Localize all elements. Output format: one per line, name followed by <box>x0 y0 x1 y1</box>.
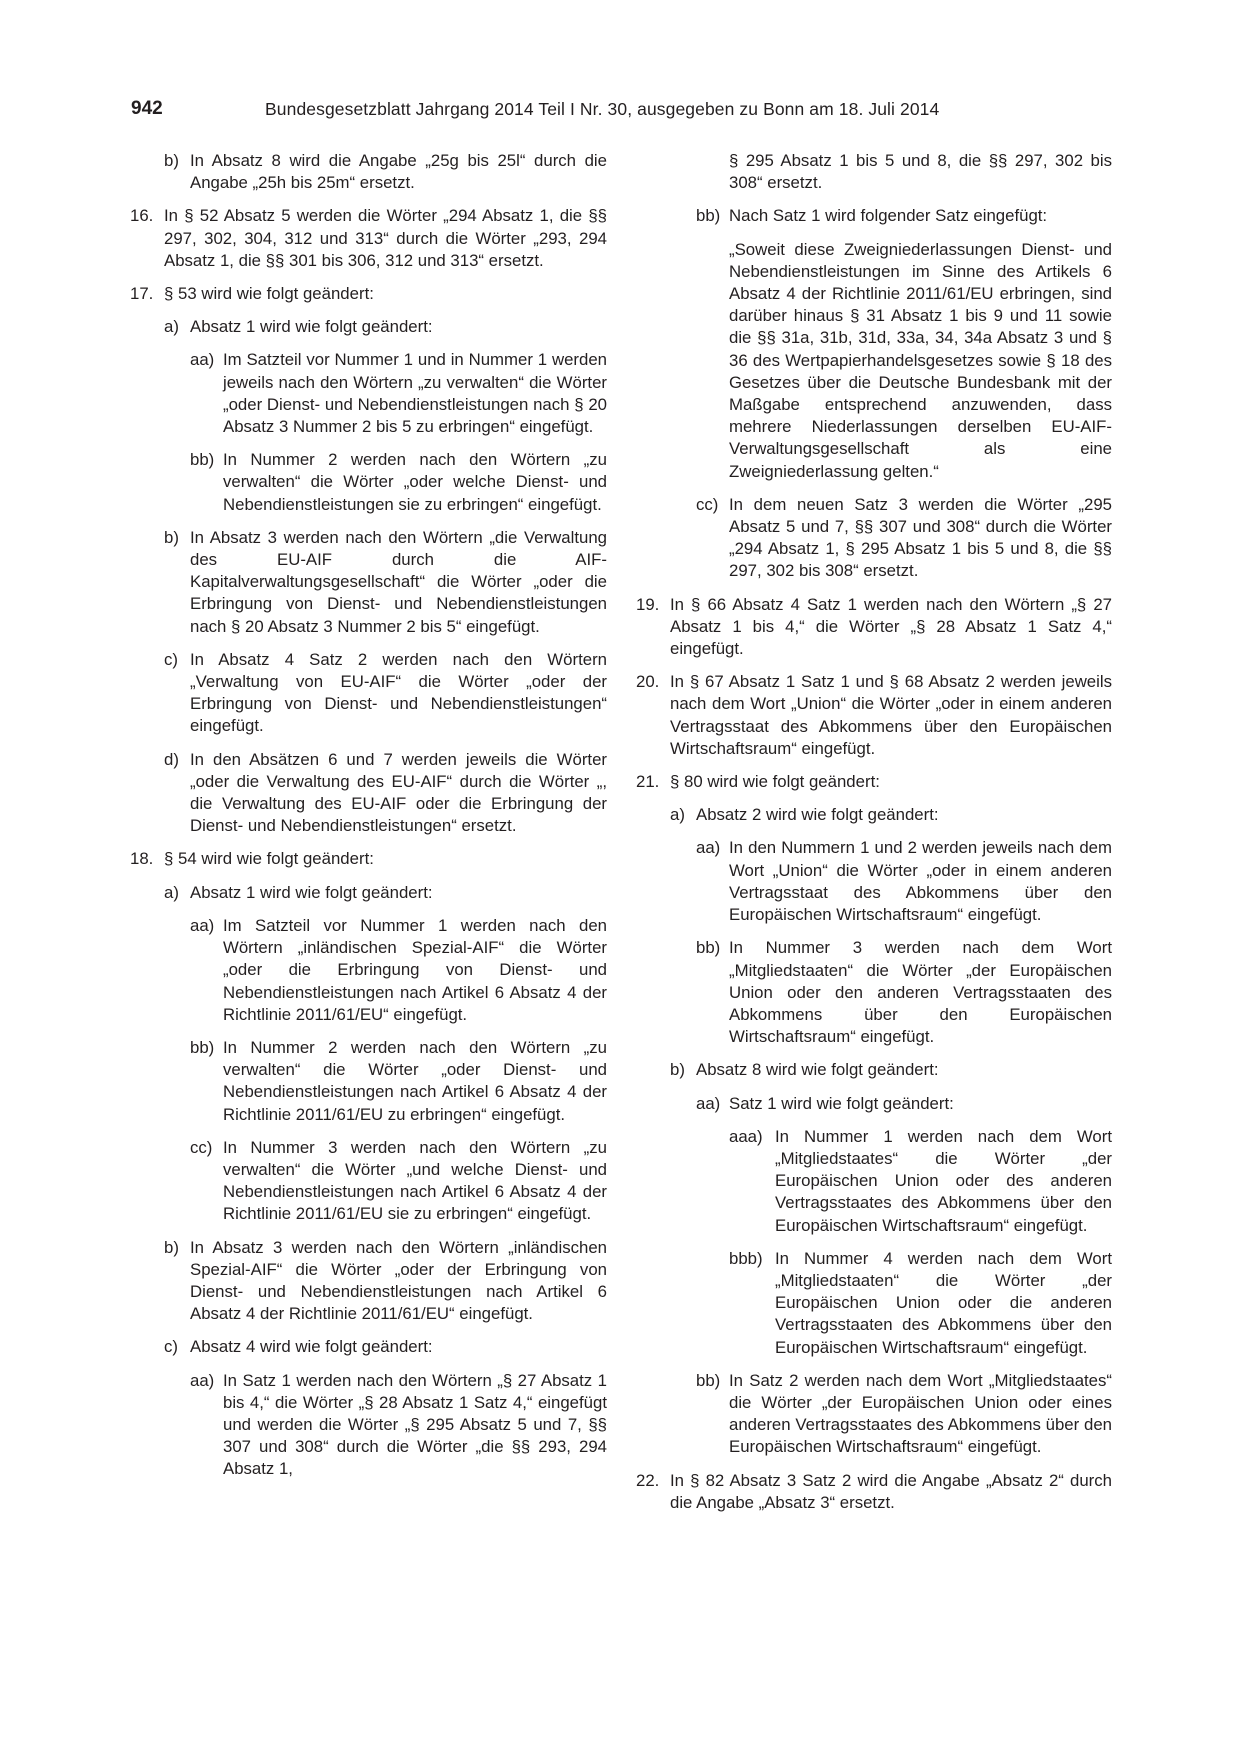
amendment-item <box>130 1237 607 1326</box>
amendment-item <box>130 527 607 638</box>
item-marker: a) <box>670 805 685 825</box>
right-column <box>636 150 1112 1525</box>
amendment-item <box>130 882 607 904</box>
running-head: Bundesgesetzblatt Jahrgang 2014 Teil I Nr. 30, ausgegeben zu Bonn am 18. Juli 2014 <box>265 99 940 119</box>
item-marker: a) <box>164 882 179 902</box>
item-marker: bb) <box>190 1037 215 1057</box>
amendment-item <box>130 649 607 738</box>
item-text: Im Satzteil vor Nummer 1 werden nach den Wörtern „inländischen Spezial-AIF“ die Wörter „oder die Erbringung von Dienst- und Nebendienstleistungen nach Artikel 6 Absatz 4 der Richtlinie 2011/61/EU“ eingefügt. <box>223 915 607 1024</box>
amendment-item <box>636 205 1112 227</box>
amendment-item <box>130 205 607 272</box>
amendment-item <box>636 1093 1112 1115</box>
item-marker: cc) <box>190 1137 213 1157</box>
item-marker: 16. <box>130 206 154 226</box>
item-text: In § 52 Absatz 5 werden die Wörter „294 Absatz 1, die §§ 297, 302, 304, 312 und 313“ durch die Wörter „293, 294 Absatz 1, die §§ 301 bis 306, 312 und 313“ ersetzt. <box>164 206 607 270</box>
item-marker: b) <box>164 151 179 170</box>
item-text: In Nummer 2 werden nach den Wörtern „zu verwalten“ die Wörter „oder Dienst- und Nebendienstleistungen nach Artikel 6 Absatz 4 der Richtlinie 2011/61/EU zu erbringen“ eingefügt. <box>223 1037 607 1124</box>
amendment-item <box>636 1059 1112 1081</box>
amendment-item <box>636 937 1112 1048</box>
item-marker: 19. <box>636 594 660 614</box>
amendment-item <box>636 837 1112 926</box>
item-text: In Satz 2 werden nach dem Wort „Mitgliedstaates“ die Wörter „der Europäischen Union oder eines anderen Vertragsstaates des Abkommens über den Europäischen Wirtschaftsraum“ eingefügt. <box>729 1370 1112 1457</box>
amendment-item <box>636 594 1112 661</box>
amendment-item <box>636 494 1112 583</box>
amendment-item <box>130 349 607 438</box>
item-text: Absatz 2 wird wie folgt geändert: <box>696 805 939 825</box>
item-text: In Nummer 3 werden nach dem Wort „Mitgliedstaaten“ die Wörter „der Europäischen Union oder den anderen Vertragsstaaten des Abkommens über den Europäischen Wirtschaftsraum“ eingefügt. <box>729 938 1112 1047</box>
item-text: In Nummer 4 werden nach dem Wort „Mitgliedstaaten“ die Wörter „der Europäischen Union oder die anderen Vertragsstaaten des Abkommens über den Europäischen Wirtschaftsraum“ eingefügt. <box>775 1248 1112 1357</box>
amendment-item <box>130 449 607 516</box>
item-text: In § 66 Absatz 4 Satz 1 werden nach den Wörtern „§ 27 Absatz 1 bis 4,“ die Wörter „§ 28 Absatz 1 Satz 4,“ eingefügt. <box>670 594 1112 659</box>
amendment-item <box>636 150 1112 194</box>
item-text: In Absatz 8 wird die Angabe „25g bis 25l“ durch die Angabe „25h bis 25m“ ersetzt. <box>190 151 607 193</box>
amendment-item <box>130 749 607 838</box>
item-marker: aa) <box>190 915 215 935</box>
left-column <box>130 150 607 1492</box>
item-marker: aa) <box>696 1093 721 1113</box>
amendment-item <box>130 1037 607 1126</box>
item-text: In dem neuen Satz 3 werden die Wörter „295 Absatz 5 und 7, §§ 307 und 308“ durch die Wörter „294 Absatz 1, § 295 Absatz 1 bis 5 und 8, die §§ 297, 302 bis 308“ ersetzt. <box>729 494 1112 581</box>
amendment-item <box>636 239 1112 483</box>
item-text: In Satz 1 werden nach den Wörtern „§ 27 Absatz 1 bis 4,“ die Wörter „§ 28 Absatz 1 Satz 4,“ eingefügt und werden die Wörter „§ 295 Absatz 5 und 7, §§ 307 und 308“ durch die Wörter „die §§ 293, 294 Absatz 1, <box>223 1370 607 1479</box>
item-marker: b) <box>164 527 179 547</box>
item-text: Absatz 4 wird wie folgt geändert: <box>190 1337 433 1357</box>
amendment-item <box>636 1126 1112 1237</box>
item-text: Im Satzteil vor Nummer 1 und in Nummer 1 werden jeweils nach den Wörtern „zu verwalten“ die Wörter „oder Dienst- und Nebendienstleistungen nach § 20 Absatz 3 Nummer 2 bis 5 zu erbringen“ eingefügt. <box>223 350 607 437</box>
item-text: Nach Satz 1 wird folgender Satz eingefügt: <box>729 206 1048 226</box>
amendment-item <box>130 283 607 305</box>
item-text: Absatz 1 wird wie folgt geändert: <box>190 317 433 337</box>
item-marker: c) <box>164 649 178 669</box>
item-marker: aaa) <box>729 1126 763 1146</box>
item-text: In den Nummern 1 und 2 werden jeweils nach dem Wort „Union“ die Wörter „oder in einem anderen Vertragsstaat des Abkommens über den Europäischen Wirtschaftsraum“ eingefügt. <box>729 838 1112 925</box>
item-marker: 22. <box>636 1470 660 1490</box>
amendment-item <box>636 1370 1112 1459</box>
amendment-item <box>636 804 1112 826</box>
item-marker: aa) <box>190 1370 215 1390</box>
item-text: In Absatz 4 Satz 2 werden nach den Wörtern „Verwaltung von EU-AIF“ die Wörter „oder der Erbringung von Dienst- und Nebendienstleistungen“ eingefügt. <box>190 649 607 736</box>
item-marker: cc) <box>696 494 719 514</box>
item-marker: bb) <box>696 206 721 226</box>
amendment-item <box>130 1336 607 1358</box>
item-text: „Soweit diese Zweigniederlassungen Dienst- und Nebendienstleistungen im Sinne des Artikels 6 Absatz 4 der Richtlinie 2011/61/EU erbringen, sind darüber hinaus § 31 Absatz 1 bis 9 und 11 sowie die §§ 31a, 31b, 31d, 33a, 34, 34a Absatz 3 und § 36 des Wertpapierhandelsgesetzes sowie § 18 des Gesetzes über die Deutsche Bundesbank mit der Maßgabe entsprechend anzuwenden, dass mehrere Niederlassungen derselben EU-AIF-Verwaltungsgesellschaft als eine Zweigniederlassung gelten.“ <box>729 239 1112 481</box>
item-marker: 21. <box>636 772 660 792</box>
item-marker: bb) <box>190 450 215 470</box>
item-marker: b) <box>670 1060 685 1080</box>
amendment-item <box>130 150 607 194</box>
item-marker: 20. <box>636 672 660 692</box>
item-text: § 54 wird wie folgt geändert: <box>164 849 374 869</box>
item-marker: 18. <box>130 849 154 869</box>
amendment-item <box>130 316 607 338</box>
item-marker: b) <box>164 1237 179 1257</box>
item-marker: bb) <box>696 938 721 958</box>
item-marker: aa) <box>190 350 215 370</box>
item-marker: aa) <box>696 838 721 858</box>
item-marker: bbb) <box>729 1248 763 1268</box>
item-text: § 53 wird wie folgt geändert: <box>164 284 374 304</box>
item-text: In Nummer 2 werden nach den Wörtern „zu verwalten“ die Wörter „oder welche Dienst- und Nebendienstleistungen sie zu erbringen“ eingefügt. <box>223 450 607 514</box>
item-marker: a) <box>164 317 179 337</box>
amendment-item <box>636 771 1112 793</box>
item-marker: 17. <box>130 284 154 304</box>
item-text: Satz 1 wird wie folgt geändert: <box>729 1093 954 1113</box>
amendment-item <box>636 1470 1112 1514</box>
amendment-item <box>636 1248 1112 1359</box>
item-text: In Absatz 3 werden nach den Wörtern „inländischen Spezial-AIF“ die Wörter „oder der Erbringung von Dienst- und Nebendienstleistungen nach Artikel 6 Absatz 4 der Richtlinie 2011/61/EU“ eingefügt. <box>190 1237 607 1324</box>
page-number: 942 <box>131 98 163 119</box>
item-text: § 80 wird wie folgt geändert: <box>670 772 880 792</box>
item-text: Absatz 1 wird wie folgt geändert: <box>190 882 433 902</box>
amendment-item <box>130 848 607 870</box>
item-text: In den Absätzen 6 und 7 werden jeweils die Wörter „oder die Verwaltung des EU-AIF“ durch die Wörter „, die Verwaltung des EU-AIF oder die Erbringung der Dienst- und Nebendienstleistungen“ ersetzt. <box>190 749 607 836</box>
item-text: In Absatz 3 werden nach den Wörtern „die Verwaltung des EU-AIF durch die AIF-Kapitalverwaltungsgesellschaft“ die Wörter „oder die Erbringung von Dienst- und Nebendienstleistungen nach § 20 Absatz 3 Nummer 2 bis 5“ eingefügt. <box>190 527 607 636</box>
amendment-item <box>130 915 607 1026</box>
amendment-item <box>130 1370 607 1481</box>
item-text: In § 82 Absatz 3 Satz 2 wird die Angabe „Absatz 2“ durch die Angabe „Absatz 3“ ersetzt. <box>670 1470 1112 1512</box>
item-marker: c) <box>164 1337 178 1357</box>
amendment-item <box>636 671 1112 760</box>
item-text: In § 67 Absatz 1 Satz 1 und § 68 Absatz 2 werden jeweils nach dem Wort „Union“ die Wörter „oder in einem anderen Vertragsstaat des Abkommens über den Europäischen Wirtschaftsraum“ eingefügt. <box>670 672 1112 758</box>
item-marker: bb) <box>696 1370 721 1390</box>
item-text: In Nummer 3 werden nach den Wörtern „zu verwalten“ die Wörter „und welche Dienst- und Nebendienstleistungen nach Artikel 6 Absatz 4 der Richtlinie 2011/61/EU sie zu erbringen“ eingefügt. <box>223 1137 607 1224</box>
item-marker: d) <box>164 749 179 769</box>
item-text: In Nummer 1 werden nach dem Wort „Mitgliedstaates“ die Wörter „der Europäischen Union oder des anderen Vertragsstaates des Abkommens über den Europäischen Wirtschaftsraum“ eingefügt. <box>775 1126 1112 1235</box>
item-text: § 295 Absatz 1 bis 5 und 8, die §§ 297, 302 bis 308“ ersetzt. <box>729 151 1112 193</box>
amendment-item <box>130 1137 607 1226</box>
item-text: Absatz 8 wird wie folgt geändert: <box>696 1060 939 1080</box>
